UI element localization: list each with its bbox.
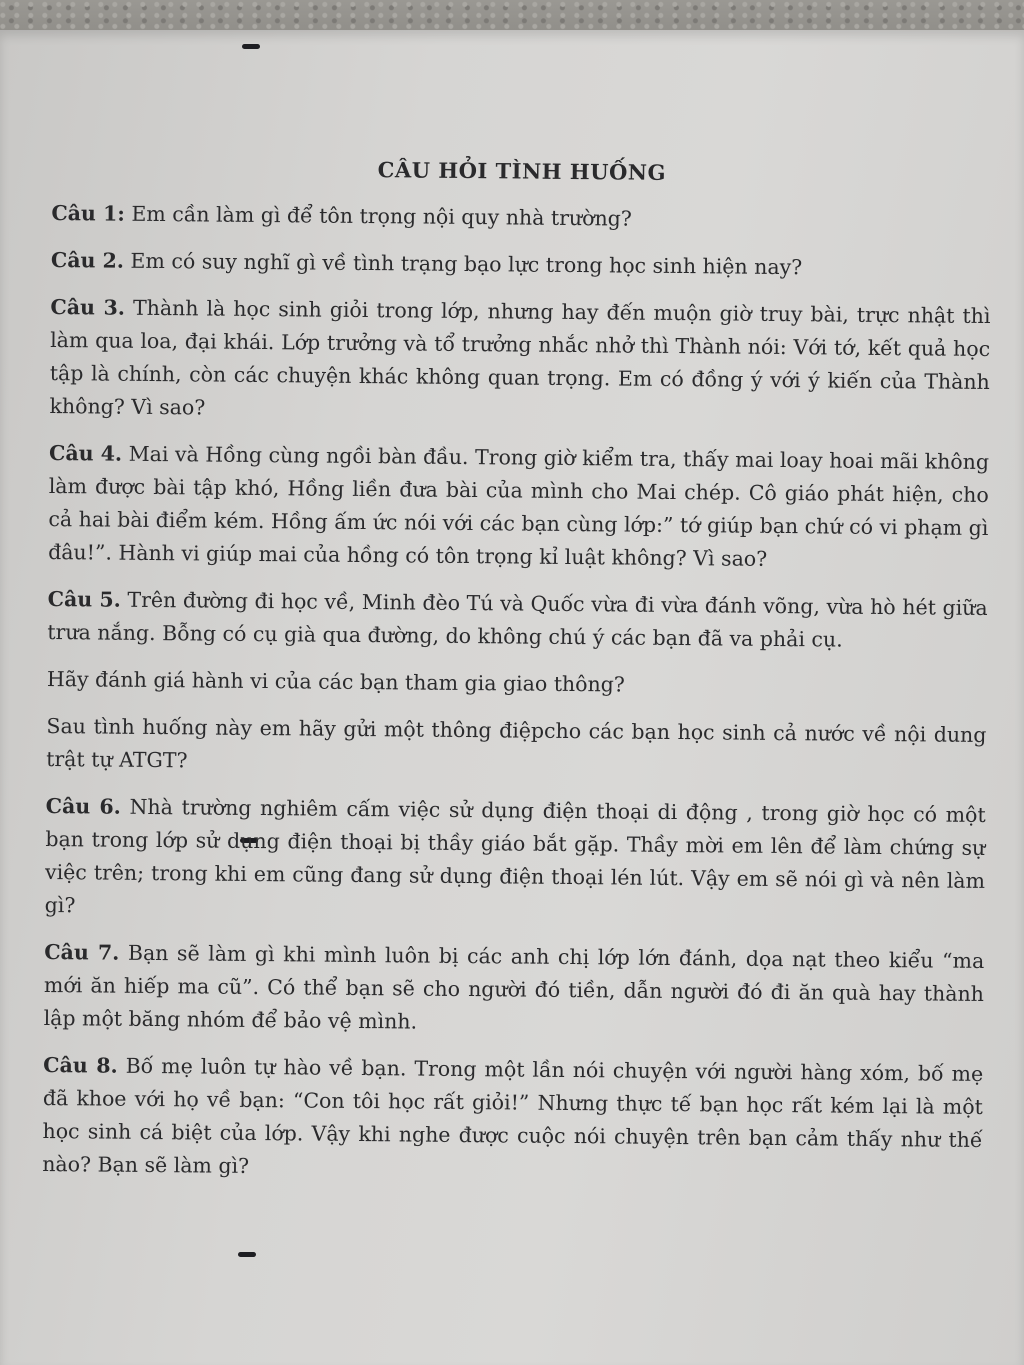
document-title: CÂU HỎI TÌNH HUỐNG xyxy=(377,157,667,185)
question-8 xyxy=(42,1049,983,1190)
question-6 xyxy=(45,790,986,931)
question-label: Câu 4. xyxy=(48,440,123,466)
binder-mark xyxy=(242,44,260,49)
binder-mark xyxy=(238,1252,256,1257)
question-1 xyxy=(51,197,991,239)
question-text: Em có suy nghĩ gì về tình trạng bạo lực trong học sinh hiện nay? xyxy=(123,248,803,280)
question-text: Bố mẹ luôn tự hào về bạn. Trong một lần nói chuyện với người hàng xóm, bố mẹ đã khoe với họ về bạn: “Con tôi học rất giỏi!” Nhưng thực tế bạn học rất kém lại là một học sinh cá biệt của lớp. Vậy khi nghe được cuộc nói chuyện trên bạn cảm thấy như thế nào? Bạn sẽ làm gì? xyxy=(42,1053,984,1178)
question-text: Thành là học sinh giỏi trong lớp, nhưng hay đến muộn giờ truy bài, trực nhật thì làm qua loa, đại khái. Lớp trưởng và tổ trưởng nhắc nhở thì Thành nói: Với tớ, kết quả học tập là chính, còn các chuyện khác không quan trọng. Em có đồng ý với ý kiến của Thành không? Vì sao? xyxy=(49,295,991,420)
question-5-prompt: Hãy đánh giá hành vi của các bạn tham gia giao thông? xyxy=(46,666,625,697)
document-content xyxy=(42,150,992,1204)
question-3 xyxy=(49,291,990,432)
question-text: Em cần làm gì để tôn trọng nội quy nhà trường? xyxy=(124,201,632,231)
question-label: Câu 6. xyxy=(45,793,122,819)
question-label: Câu 2. xyxy=(50,247,125,273)
question-4 xyxy=(48,437,989,578)
question-label: Câu 7. xyxy=(44,939,120,965)
question-text: Trên đường đi học về, Minh đèo Tú và Quốc vừa đi vừa đánh võng, vừa hò hét giữa trưa nắng. Bỗng có cụ già qua đường, do không chú ý các bạn đã va phải cụ. xyxy=(47,587,988,652)
question-7 xyxy=(44,936,985,1044)
question-text: Mai và Hồng cùng ngồi bàn đầu. Trong giờ kiểm tra, thấy mai loay hoai mãi không làm được bài tập khó, Hồng liền đưa bài của mình cho Mai chép. Cô giáo phát hiện, cho cả hai bài điểm kém. Hồng ấm ức nói với các bạn cùng lớp:” tớ giúp bạn chứ có vi phạm gì đâu!”. Hành vi giúp mai của hồng có tôn trọng kỉ luật không? Vì sao? xyxy=(48,441,990,571)
question-text: Nhà trường nghiêm cấm việc sử dụng điện thoại di động , trong giờ học có một bạn trong lớp sử dụng điện thoại bị thầy giáo bắt gặp. Thầy mời em lên để làm chứng sự việc trên; trong khi em cũng đang sử dụng điện thoại lén lút. Vậy em sẽ nói gì và nên làm gì? xyxy=(44,794,986,918)
question-label: Câu 3. xyxy=(50,294,126,320)
question-label: Câu 5. xyxy=(47,586,121,612)
question-2 xyxy=(51,244,991,286)
question-label: Câu 1: xyxy=(51,200,125,226)
question-text: Bạn sẽ làm gì khi mình luôn bị các anh chị lớp lớn đánh, dọa nạt theo kiểu “ma mới ăn hiếp ma cũ”. Có thể bạn sẽ cho người đó tiền, dẫn người đó đi ăn quà hay thành lập một băng nhóm để bảo vệ mình. xyxy=(43,940,985,1034)
question-5-prompt: Sau tình huống này em hãy gửi một thông điệpcho các bạn học sinh cả nước về nội dung trật tự ATGT? xyxy=(46,713,987,773)
question-label: Câu 8. xyxy=(43,1052,118,1078)
question-5 xyxy=(47,583,988,658)
